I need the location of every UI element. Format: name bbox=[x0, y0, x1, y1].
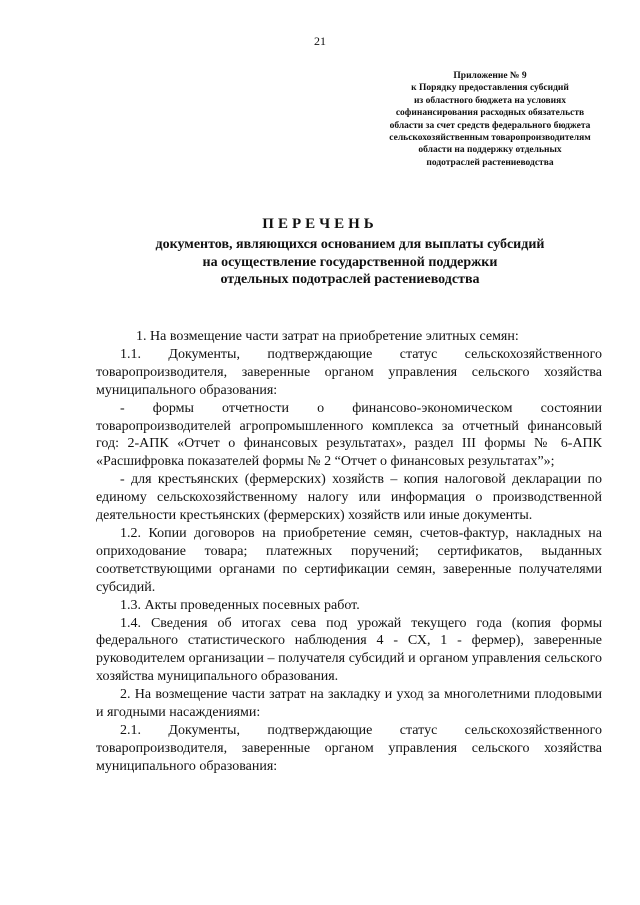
appendix-line: Приложение № 9 bbox=[453, 71, 527, 81]
page-number: 21 bbox=[314, 34, 326, 48]
appendix-line: софинансирования расходных обязательств bbox=[395, 108, 585, 119]
appendix-block bbox=[370, 70, 610, 169]
appendix-line: к Порядку предоставления субсидий bbox=[411, 83, 569, 94]
paragraph-1-2: 1.2. Копии договоров на приобретение семян, счетов-фактур, накладных на оприходование товара; платежных поручений; сертификатов, выданных соответствующими органами по сертификации семян, заверенные получателями субсидий. bbox=[96, 525, 602, 595]
paragraph-1-1: 1.1. Документы, подтверждающие статус сельскохозяйственного товаропроизводителя, заверенные органом управления сельского хозяйства муниципального образования: bbox=[96, 346, 602, 398]
paragraph-bullet-farms: - для крестьянских (фермерских) хозяйств – копия налоговой декларации по единому сельскохозяйственному налогу или информация о производственной деятельности крестьянских (фермерских) хозяйств или иные документы. bbox=[96, 472, 602, 524]
subtitle-line: на осуществление государственной поддержки bbox=[202, 254, 498, 270]
appendix-line: области за счет средств федерального бюджета bbox=[389, 120, 591, 131]
appendix-line: области на поддержку отдельных bbox=[418, 145, 562, 156]
paragraph-1-3: 1.3. Акты проведенных посевных работ. bbox=[120, 597, 360, 613]
document-body bbox=[96, 328, 602, 776]
document-title: ПЕРЕЧЕНЬ bbox=[262, 216, 378, 232]
subtitle-line: отдельных подотраслей растениеводства bbox=[220, 272, 480, 287]
appendix-line: из областного бюджета на условиях bbox=[413, 95, 567, 106]
paragraph-2-1: 2.1. Документы, подтверждающие статус сельскохозяйственного товаропроизводителя, заверенные органом управления сельского хозяйства муниципального образования: bbox=[96, 722, 602, 774]
paragraph-bullet-forms: - формы отчетности о финансово-экономическом состоянии товаропроизводителей агропромышленного комплекса за отчетный финансовый год: 2-АПК «Отчет о финансовых результатах», раздел III формы № 6-АПК «Расшифровка показателей формы № 2 “Отчет о финансовых результатах”»; bbox=[96, 400, 602, 470]
paragraph-1-4: 1.4. Сведения об итогах сева под урожай текущего года (копия формы федерального статистического наблюдения 4 - СХ, 1 - фермер), заверенные руководителем организации – получателя субсидий и органом управления сельского хозяйства муниципального образования. bbox=[96, 615, 602, 685]
subtitle-line: документов, являющихся основанием для выплаты субсидий bbox=[155, 237, 545, 252]
appendix-line: сельскохозяйственным товаропроизводителям bbox=[389, 133, 591, 144]
appendix-line: подотраслей растениеводства bbox=[426, 157, 554, 168]
document-subtitle bbox=[120, 236, 580, 289]
paragraph-section-2: 2. На возмещение части затрат на закладку и уход за многолетними плодовыми и ягодными насаждениями: bbox=[96, 687, 602, 721]
paragraph-section-1: 1. На возмещение части затрат на приобретение элитных семян: bbox=[136, 329, 519, 344]
